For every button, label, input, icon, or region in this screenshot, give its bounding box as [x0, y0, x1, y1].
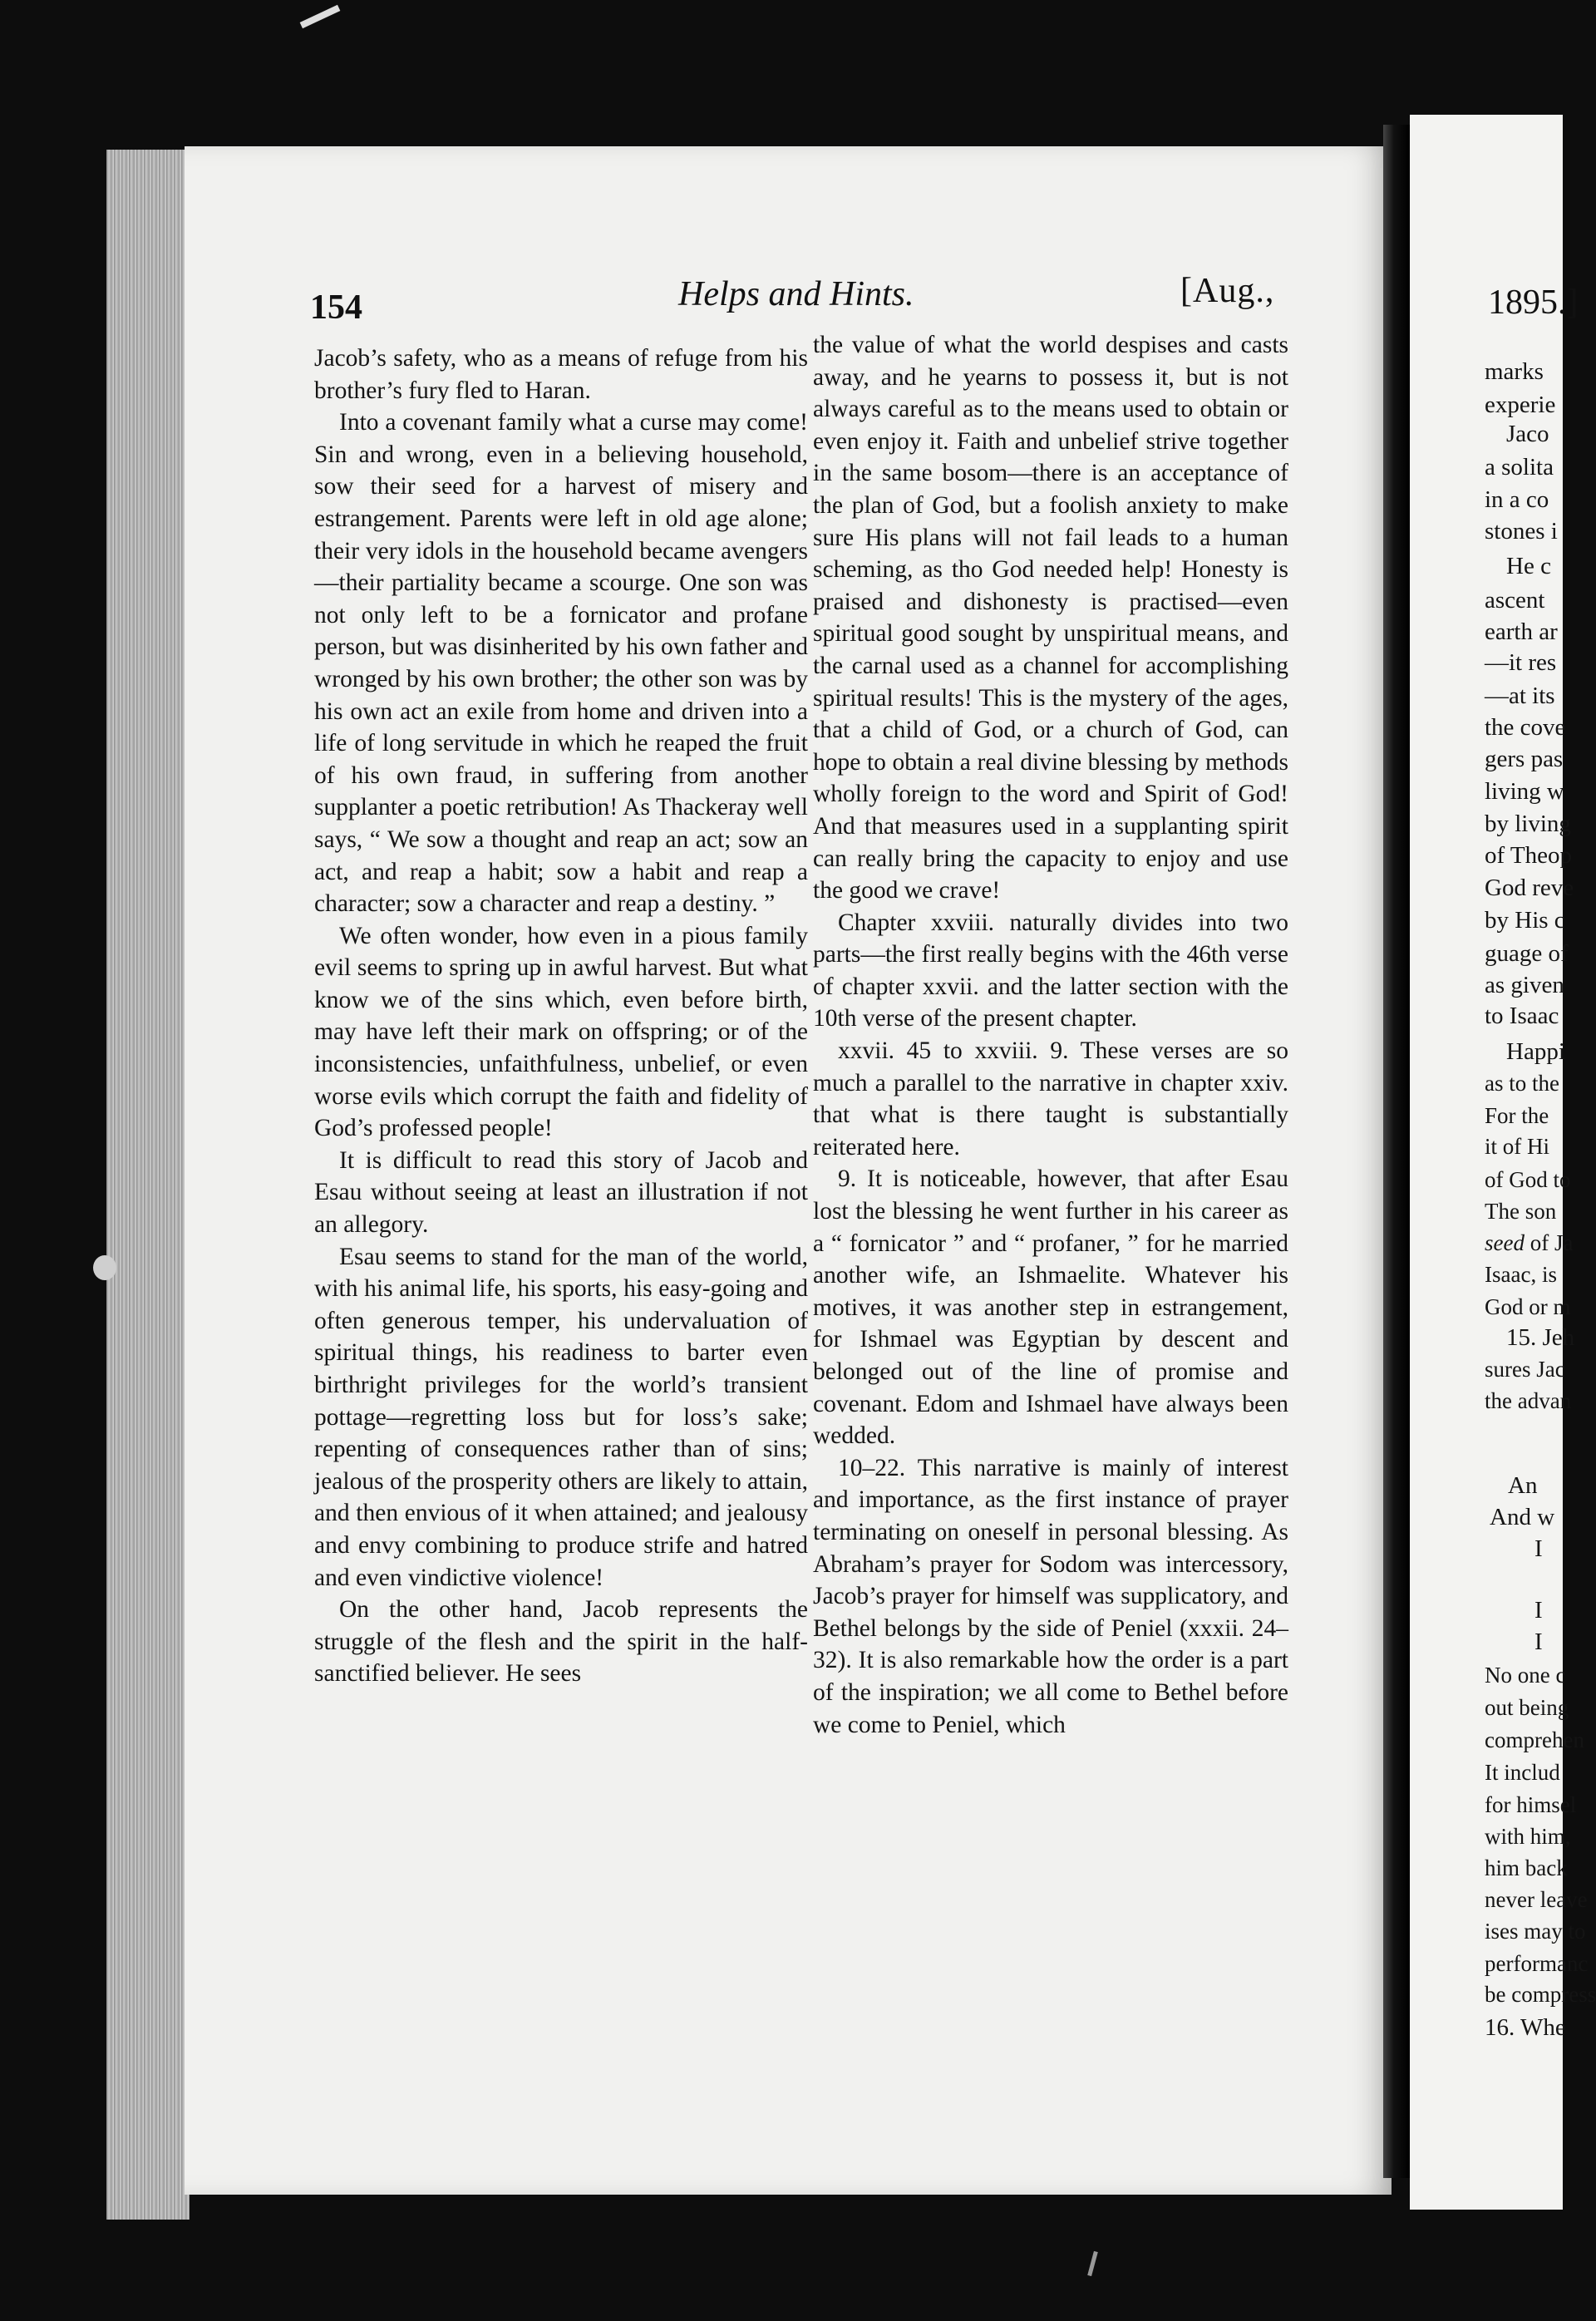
- facing-text-line: And w: [1490, 1504, 1555, 1530]
- facing-text-line: Jaco: [1506, 421, 1549, 447]
- paragraph: 10–22. This narrative is mainly of interest and importance, as the first instance of prayer terminating on oneself in personal blessing. As Abraham’s prayer for Sodom was intercessory, Jacob’s prayer for himself was supplicatory, and Bethel belongs by the side of Peniel (xxxii. 24–32). It is also remarkable how the order is a part of the inspiration; we all come to Bethel before we come to Peniel, which: [813, 1454, 1288, 1738]
- film-scratch: [1087, 2251, 1098, 2276]
- facing-text-line: by His c: [1485, 907, 1565, 934]
- facing-text-line: as to the: [1485, 1071, 1559, 1096]
- facing-text-line: ascent: [1485, 587, 1545, 614]
- facing-text-line: 16. Whe: [1485, 2014, 1566, 2041]
- paragraph: Jacob’s safety, who as a means of refuge from his brother’s fury fled to Haran.: [314, 345, 808, 404]
- facing-text-line: God reve: [1485, 875, 1574, 901]
- facing-text-line: 15. Jeh: [1506, 1324, 1575, 1351]
- facing-text-line: stones i: [1485, 518, 1558, 545]
- facing-text-line: comprehen: [1485, 1727, 1584, 1752]
- facing-text-line: performanc: [1485, 1951, 1589, 1976]
- facing-text-line: by living: [1485, 811, 1571, 837]
- facing-text-line: it of Hi: [1485, 1134, 1549, 1159]
- facing-text-line: in a co: [1485, 486, 1549, 513]
- facing-text-line: sures Jac: [1485, 1357, 1565, 1382]
- paragraph: 9. It is noticeable, however, that after Esau lost the blessing he went further in his career as a “ fornicator ” and “ profaner, ” for he married another wife, an Ishmaelite. Whatever his motives, it was another step in estrangement, for Ishmael was Egyptian by descent and belonged out of the line of promise and covenant. Edom and Ishmael have always been wedded.: [813, 1165, 1288, 1450]
- facing-text-line: guage of: [1485, 940, 1569, 967]
- facing-text-line: seed of Ja: [1485, 1230, 1574, 1255]
- facing-text-line: experie: [1485, 392, 1556, 418]
- facing-text-line: I: [1534, 1535, 1543, 1562]
- facing-text-line: —it res: [1485, 649, 1557, 676]
- facing-text-line: No one c: [1485, 1663, 1566, 1688]
- paper-blemish: [93, 1255, 116, 1280]
- facing-text-line: God or m: [1485, 1294, 1571, 1319]
- facing-text-line: earth ar: [1485, 618, 1558, 645]
- facing-text-line: for himsel: [1485, 1792, 1577, 1817]
- paragraph: On the other hand, Jacob represents the struggle of the flesh and the spirit in the half-sanctified believer. He sees: [314, 1596, 808, 1688]
- facing-page: [1410, 115, 1596, 2210]
- facing-text-line: It includ: [1485, 1760, 1560, 1785]
- running-head: Helps and Hints.: [678, 275, 914, 313]
- facing-text-line: The son: [1485, 1199, 1557, 1224]
- facing-text-line: I: [1534, 1629, 1543, 1655]
- facing-text-line: He c: [1506, 553, 1551, 579]
- facing-text-line: never leave: [1485, 1887, 1588, 1912]
- film-scratch: [300, 5, 341, 28]
- facing-text-line: as given: [1485, 972, 1564, 998]
- paragraph: Into a covenant family what a curse may come! Sin and wrong, even in a believing household, sow their seed for a harvest of misery and estrangement. Parents were left in old age alone; their very idols in the household became avengers—their partiality became a scourge. One son was not only left to be a fornicator and profane person, but was disinherited by his own father and wronged by his own brother; the other son was by his own act an exile from home and driven into a life of long servitude in which he reaped the fruit of his own fraud, in suffering from another supplanter a poetic retribution! As Thackeray well says, “ We sow a thought and reap an act; sow an act, and reap a habit; sow a habit and reap a character; sow a character and reap a destiny. ”: [314, 409, 808, 918]
- paragraph: the value of what the world despises and casts away, and he yearns to possess it, but is not always careful as to the means used to obtain or even enjoy it. Faith and unbelief strive together in the same bosom—there is an acceptance of the plan of God, but a foolish anxiety to make sure His plans will not fail leads to a human scheming, as tho God needed help! Honesty is praised and dishonesty is practised—even spiritual good sought by unspiritual means, and the carnal used as a channel for accomplishing spiritual results! This is the mystery of the ages, that a child of God, or a church of God, can hope to obtain a real divine blessing by methods wholly foreign to the word and Spirit of God! And that measures used in a supplanting spirit can really bring the capacity to enjoy and use the good we crave!: [813, 332, 1288, 904]
- facing-text-line: with him,: [1485, 1824, 1571, 1849]
- facing-text-line: out being: [1485, 1695, 1569, 1720]
- text-column-right: [813, 329, 1288, 1741]
- section-date: [Aug.,: [1180, 272, 1275, 310]
- facing-text-line: the cove: [1485, 714, 1566, 741]
- facing-text-line: For the: [1485, 1103, 1549, 1128]
- facing-text-line: living w: [1485, 778, 1564, 805]
- facing-text-line: An: [1508, 1472, 1538, 1499]
- facing-page-header: 1895.]: [1488, 283, 1579, 322]
- facing-text-line: Isaac, is: [1485, 1262, 1557, 1287]
- facing-text-line: him back: [1485, 1855, 1568, 1880]
- facing-text-line: to Isaac: [1485, 1003, 1559, 1029]
- facing-text-line: marks: [1485, 358, 1544, 385]
- paragraph: xxvii. 45 to xxviii. 9. These verses are so much a parallel to the narrative in chapter xxiv. that what is there taught is substantially reiterated here.: [813, 1037, 1288, 1160]
- page-edges: [106, 150, 190, 2220]
- facing-text-line: Happi: [1506, 1038, 1565, 1065]
- text-column-left: [314, 342, 808, 1690]
- facing-text-line: be compress: [1485, 1982, 1596, 2007]
- paragraph: It is difficult to read this story of Jacob and Esau without seeing at least an illustration if not an allegory.: [314, 1146, 808, 1239]
- paragraph: We often wonder, how even in a pious family evil seems to spring up in awful harvest. But what know we of the sins which, even before birth, may have left their mark on offspring; or of the inconsistencies, unfaithfulness, unbelief, or even worse evils which corrupt the faith and fidelity of God’s professed people!: [314, 922, 808, 1142]
- facing-text-line: I: [1534, 1597, 1543, 1624]
- page-number: 154: [310, 288, 362, 327]
- facing-text-line: a solita: [1485, 454, 1554, 480]
- facing-text-line: of God to: [1485, 1167, 1571, 1192]
- facing-text-line: gers pas: [1485, 746, 1564, 772]
- book-gutter: [1383, 125, 1410, 2178]
- facing-text-line: —at its: [1485, 683, 1555, 709]
- paragraph: Chapter xxviii. naturally divides into two parts—the first really begins with the 46th verse of chapter xxvii. and the latter section with the 10th verse of the present chapter.: [813, 909, 1288, 1032]
- facing-text-line: ises may to: [1485, 1919, 1586, 1944]
- paragraph: Esau seems to stand for the man of the world, with his animal life, his sports, his easy-going and often generous temper, his undervaluation of spiritual things, his readiness to barter even birthright privileges for the world’s transient pottage—regretting loss but for loss’s sake; repenting of consequences rather than of sins; jealous of the prosperity others are likely to attain, and then envious of it when attained; and jealousy and envy combining to produce strife and hatred and even vindictive violence!: [314, 1243, 808, 1591]
- facing-text-line: of Theop: [1485, 842, 1572, 869]
- facing-text-line: the advan: [1485, 1388, 1572, 1413]
